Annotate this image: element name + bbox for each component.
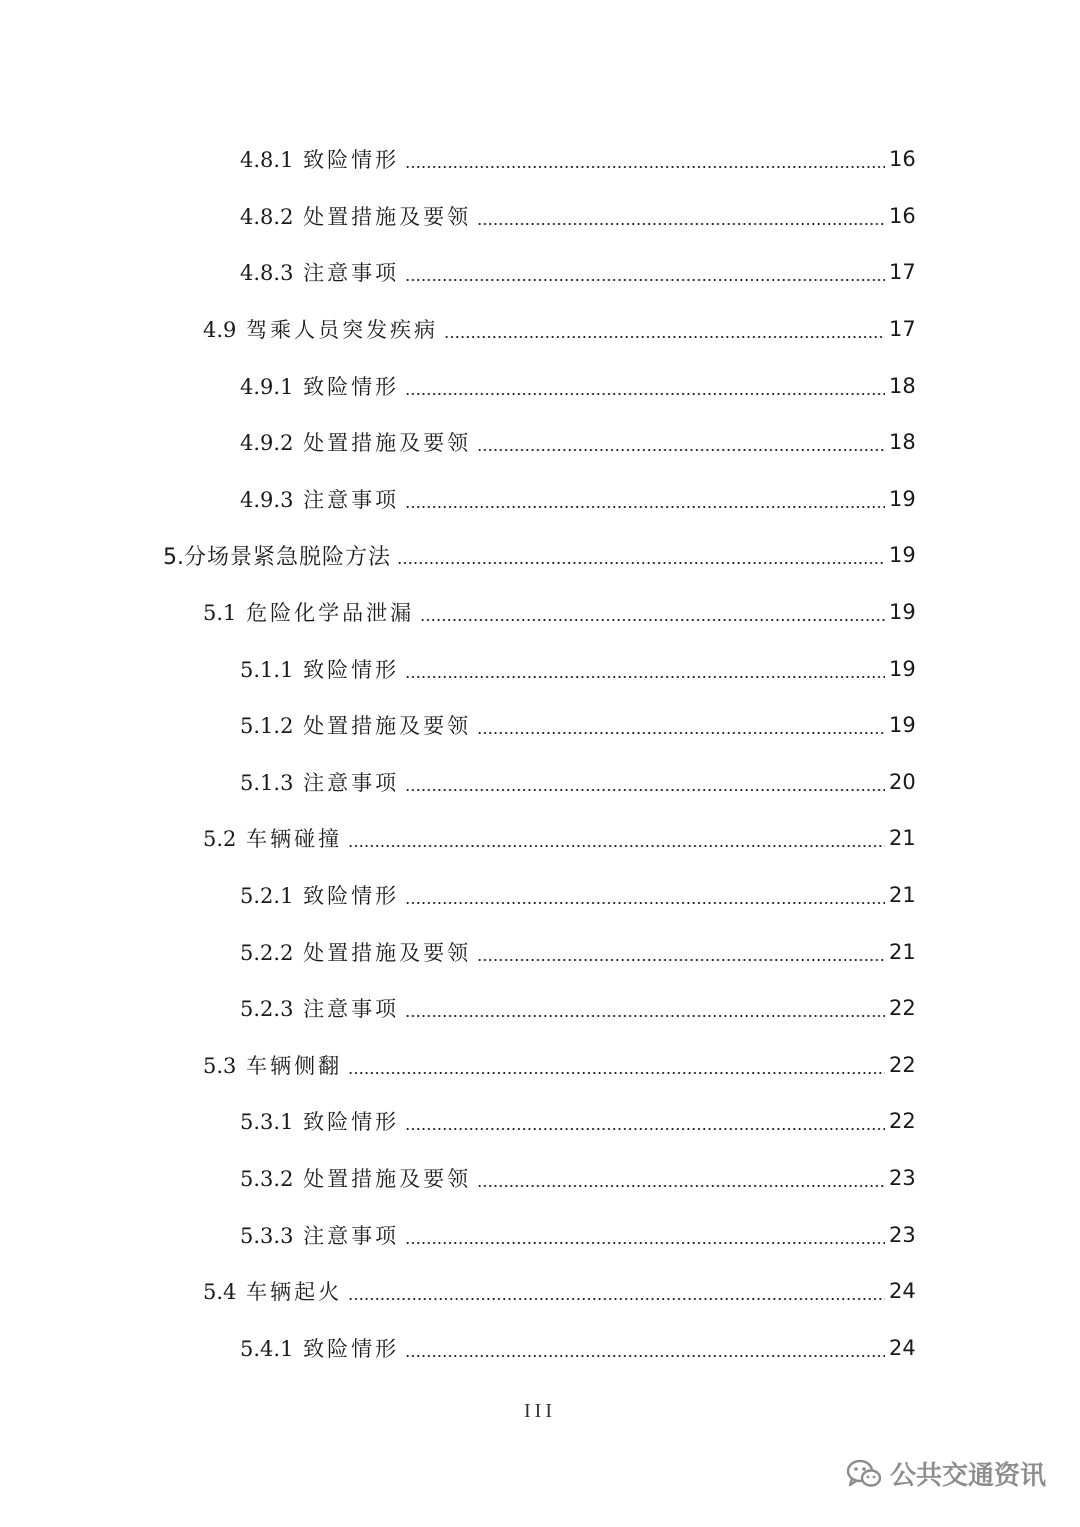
toc-entry[interactable] (0, 923, 1080, 980)
toc-entry-text: 注意事项 (303, 997, 400, 1022)
toc-entry[interactable] (0, 414, 1080, 471)
toc-entry-title (163, 540, 391, 571)
toc-entry-title (240, 880, 399, 910)
toc-entry-title (203, 823, 342, 853)
toc-entry-page: 22 (889, 996, 916, 1021)
toc-entry-title (240, 427, 471, 457)
toc-entry-page: 19 (889, 486, 916, 511)
toc-entry-number: 5.2 (203, 827, 237, 852)
toc-entry[interactable] (0, 1093, 1080, 1150)
dot-leader (405, 166, 885, 168)
dot-leader (405, 1355, 885, 1357)
toc-entry-title (240, 1163, 471, 1193)
toc-entry[interactable] (0, 1037, 1080, 1094)
toc-entry-title (203, 597, 414, 627)
toc-entry[interactable] (0, 301, 1080, 358)
toc-entry[interactable] (0, 188, 1080, 245)
toc-entry-text: 致险情形 (303, 374, 400, 399)
toc-entry-text: 致险情形 (303, 657, 400, 682)
toc-entry-page: 18 (889, 373, 916, 398)
toc-entry-page: 18 (889, 430, 916, 455)
toc-entry-page: 20 (889, 769, 916, 794)
toc-entry-number: 4.8.3 (240, 261, 294, 286)
toc-entry-page: 24 (889, 1279, 916, 1304)
toc-entry[interactable] (0, 244, 1080, 301)
toc-entry-title (240, 1106, 399, 1136)
toc-entry[interactable] (0, 1206, 1080, 1263)
toc-entry-text: 驾乘人员突发疾病 (246, 318, 439, 343)
toc-entry[interactable] (0, 584, 1080, 641)
toc-entry-page: 23 (889, 1222, 916, 1247)
toc-entry[interactable] (0, 1319, 1080, 1376)
toc-entry-number: 5.4.1 (240, 1336, 294, 1361)
toc-entry-title (203, 1276, 342, 1306)
dot-leader (405, 1242, 885, 1244)
dot-leader (348, 1072, 885, 1074)
toc-entry-text: 致险情形 (303, 148, 400, 173)
toc-entry-text: 分场景紧急脱险方法 (184, 544, 392, 570)
toc-entry[interactable] (0, 1150, 1080, 1207)
toc-entry-text: 车辆起火 (246, 1280, 343, 1305)
toc-entry[interactable] (0, 697, 1080, 754)
dot-leader (477, 1185, 885, 1187)
toc-entry-text: 危险化学品泄漏 (246, 601, 415, 626)
dot-leader (405, 902, 885, 904)
dot-leader (405, 506, 885, 508)
toc-entry-text: 车辆侧翻 (246, 1053, 343, 1078)
toc-entry-number: 5.2.2 (240, 940, 294, 965)
toc-entry-page: 16 (889, 147, 916, 172)
toc-entry-title (240, 1333, 399, 1363)
dot-leader (405, 393, 885, 395)
toc-entry-number: 5.1 (203, 601, 237, 626)
toc-entry-number: 5.2.3 (240, 997, 294, 1022)
toc-entry-text: 处置措施及要领 (303, 940, 472, 965)
toc-entry-text: 车辆碰撞 (246, 827, 343, 852)
toc-entry-number: 4.9.3 (240, 487, 294, 512)
toc-entry-page: 19 (889, 656, 916, 681)
toc-entry-page: 16 (889, 203, 916, 228)
toc-entry-text: 处置措施及要领 (303, 431, 472, 456)
toc-entry-text: 致险情形 (303, 1110, 400, 1135)
dot-leader (444, 336, 885, 338)
wechat-icon (846, 1459, 882, 1489)
toc-entry-title (240, 201, 471, 231)
toc-entry-page: 17 (889, 260, 916, 285)
toc-entry[interactable] (0, 1263, 1080, 1320)
dot-leader (420, 619, 885, 621)
page-number: III (524, 1400, 556, 1422)
toc-entry-text: 注意事项 (303, 487, 400, 512)
toc-entry-number: 4.9.2 (240, 431, 294, 456)
toc-entry-page: 17 (889, 317, 916, 342)
toc-entry-text: 注意事项 (303, 261, 400, 286)
toc-entry-number: 5.2.1 (240, 884, 294, 909)
toc-entry-number: 5.1.3 (240, 770, 294, 795)
toc-entry-title (240, 937, 471, 967)
toc-entry[interactable] (0, 131, 1080, 188)
toc-entry-page: 21 (889, 826, 916, 851)
toc-entry-page: 21 (889, 939, 916, 964)
toc-entry-number: 5.3.3 (240, 1223, 294, 1248)
toc-entry-number: 4.8.2 (240, 204, 294, 229)
toc-entry-page: 22 (889, 1109, 916, 1134)
toc-entry-page: 19 (889, 543, 916, 568)
toc-entry-number: 5.3 (203, 1053, 237, 1078)
toc-entry[interactable] (0, 810, 1080, 867)
toc-entry-text: 注意事项 (303, 1223, 400, 1248)
watermark-text: 公共交通资讯 (889, 1461, 1046, 1491)
dot-leader (405, 789, 885, 791)
toc-entry-text: 处置措施及要领 (303, 204, 472, 229)
toc-entry-title (203, 314, 438, 344)
toc-entry-number: 5.4 (203, 1280, 237, 1305)
dot-leader (348, 845, 885, 847)
toc-entry[interactable] (0, 527, 1080, 584)
toc-entry[interactable] (0, 754, 1080, 811)
toc-entry-page: 23 (889, 1165, 916, 1190)
toc-entry[interactable] (0, 980, 1080, 1037)
toc-entry-title (240, 484, 399, 514)
dot-leader (477, 223, 885, 225)
toc-entry-title (240, 1220, 399, 1250)
toc-entry-number: 5.3.1 (240, 1110, 294, 1135)
toc-entry-title (240, 144, 399, 174)
toc-entry-number: 4.9 (203, 318, 237, 343)
toc-entry-title (240, 993, 399, 1023)
toc-entry-text: 致险情形 (303, 1336, 400, 1361)
toc-entry-number: 5.3.2 (240, 1166, 294, 1191)
dot-leader (405, 1015, 885, 1017)
toc-entry-text: 处置措施及要领 (303, 1166, 472, 1191)
toc-entry-title (240, 710, 471, 740)
toc-entry-title (240, 257, 399, 287)
toc-entry-number: 5.1.2 (240, 714, 294, 739)
toc-entry-page: 19 (889, 600, 916, 625)
toc-entry-title (203, 1050, 342, 1080)
dot-leader (477, 449, 885, 451)
toc-entry-number: 4.8.1 (240, 148, 294, 173)
watermark (846, 1455, 1046, 1492)
toc-entry[interactable] (0, 867, 1080, 924)
table-of-contents (0, 131, 1080, 1376)
toc-entry-page: 24 (889, 1335, 916, 1360)
dot-leader (477, 959, 885, 961)
toc-entry-page: 19 (889, 713, 916, 738)
toc-entry[interactable] (0, 471, 1080, 528)
toc-entry[interactable] (0, 640, 1080, 697)
toc-entry-number: 5. (163, 544, 184, 570)
dot-leader (397, 562, 885, 564)
toc-entry[interactable] (0, 357, 1080, 414)
dot-leader (405, 279, 885, 281)
dot-leader (405, 1128, 885, 1130)
toc-entry-text: 注意事项 (303, 770, 400, 795)
toc-entry-title (240, 371, 399, 401)
toc-entry-title (240, 767, 399, 797)
toc-entry-page: 21 (889, 883, 916, 908)
dot-leader (477, 732, 885, 734)
dot-leader (348, 1298, 885, 1300)
toc-entry-page: 22 (889, 1052, 916, 1077)
toc-entry-title (240, 654, 399, 684)
toc-entry-number: 5.1.1 (240, 657, 294, 682)
toc-entry-text: 处置措施及要领 (303, 714, 472, 739)
toc-entry-number: 4.9.1 (240, 374, 294, 399)
toc-entry-text: 致险情形 (303, 884, 400, 909)
dot-leader (405, 676, 885, 678)
